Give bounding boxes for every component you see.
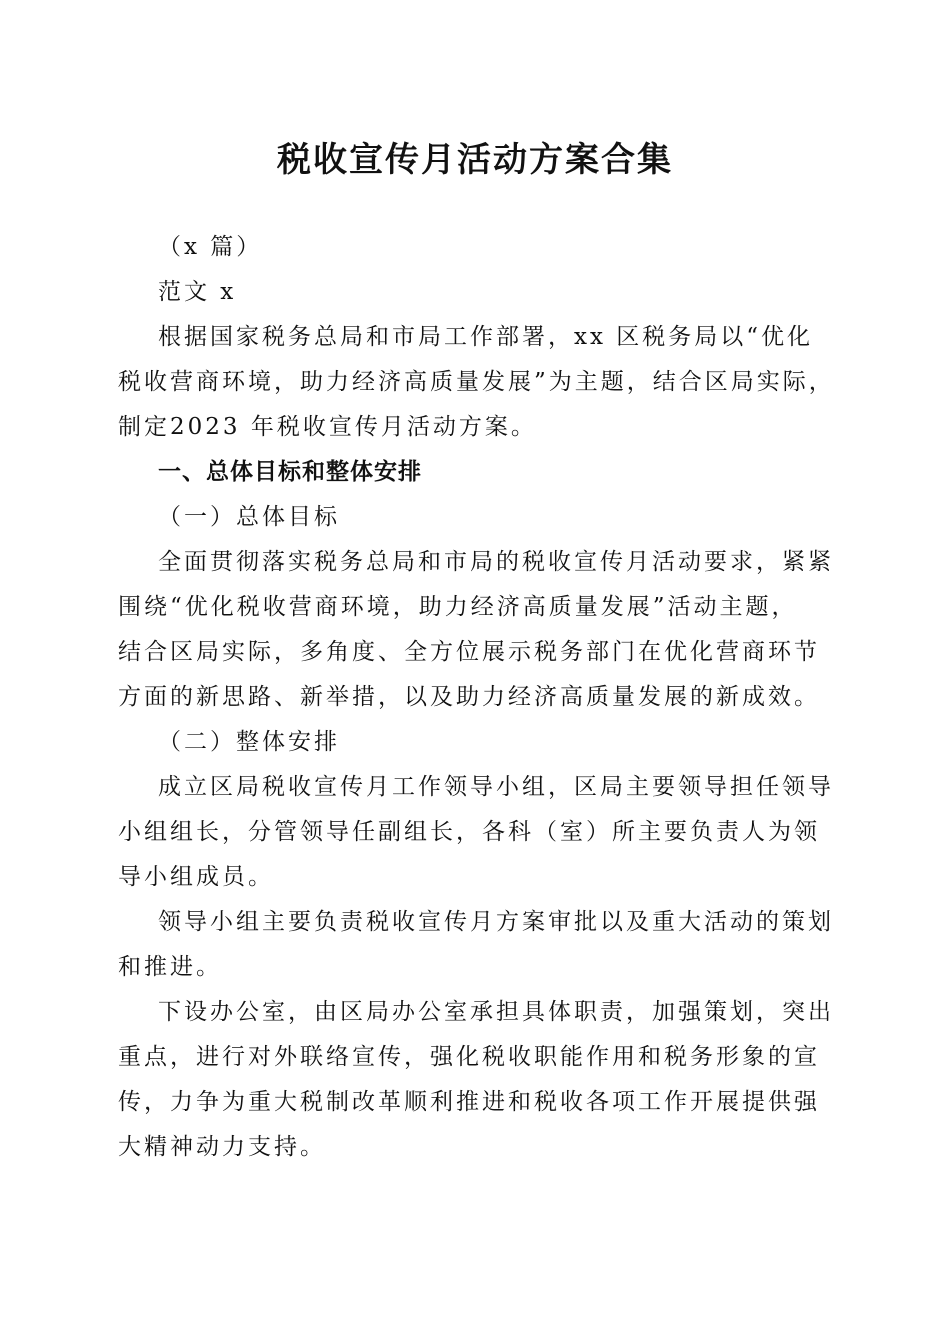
arrange-line: 和推进。: [118, 954, 222, 980]
subsection-heading: （一）总体目标: [158, 504, 340, 530]
subsection-heading: （二）整体安排: [158, 729, 340, 755]
sample-label: 范文 x: [158, 279, 237, 305]
arrange-line: 下设办公室，由区局办公室承担具体职责，加强策划，突出: [158, 999, 834, 1025]
intro-line: 制定2023 年税收宣传月活动方案。: [118, 414, 537, 440]
document-title: 税收宣传月活动方案合集: [277, 140, 673, 180]
intro-line: 税收营商环境，助力经济高质量发展”为主题，结合区局实际，: [118, 369, 835, 395]
arrange-line: 重点，进行对外联络宣传，强化税收职能作用和税务形象的宣: [118, 1044, 820, 1070]
intro-line: 根据国家税务总局和市局工作部署，xx 区税务局以“优化: [158, 324, 814, 350]
arrange-line: 小组组长，分管领导任副组长，各科（室）所主要负责人为领: [118, 819, 820, 845]
sub-label: （x 篇）: [158, 234, 263, 260]
arrange-line: 大精神动力支持。: [118, 1134, 326, 1160]
goal-line: 结合区局实际，多角度、全方位展示税务部门在优化营商环节: [118, 639, 820, 665]
arrange-line: 成立区局税收宣传月工作领导小组，区局主要领导担任领导: [158, 774, 834, 800]
document-body: [118, 225, 835, 1170]
arrange-line: 导小组成员。: [118, 864, 274, 890]
goal-line: 围绕“优化税收营商环境，助力经济高质量发展”活动主题，: [118, 594, 798, 620]
goal-line: 全面贯彻落实税务总局和市局的税收宣传月活动要求，紧紧: [158, 549, 834, 575]
arrange-line: 传，力争为重大税制改革顺利推进和税收各项工作开展提供强: [118, 1089, 820, 1115]
arrange-line: 领导小组主要负责税收宣传月方案审批以及重大活动的策划: [158, 909, 834, 935]
goal-line: 方面的新思路、新举措，以及助力经济高质量发展的新成效。: [118, 684, 820, 710]
section-heading: 一、总体目标和整体安排: [158, 459, 422, 485]
